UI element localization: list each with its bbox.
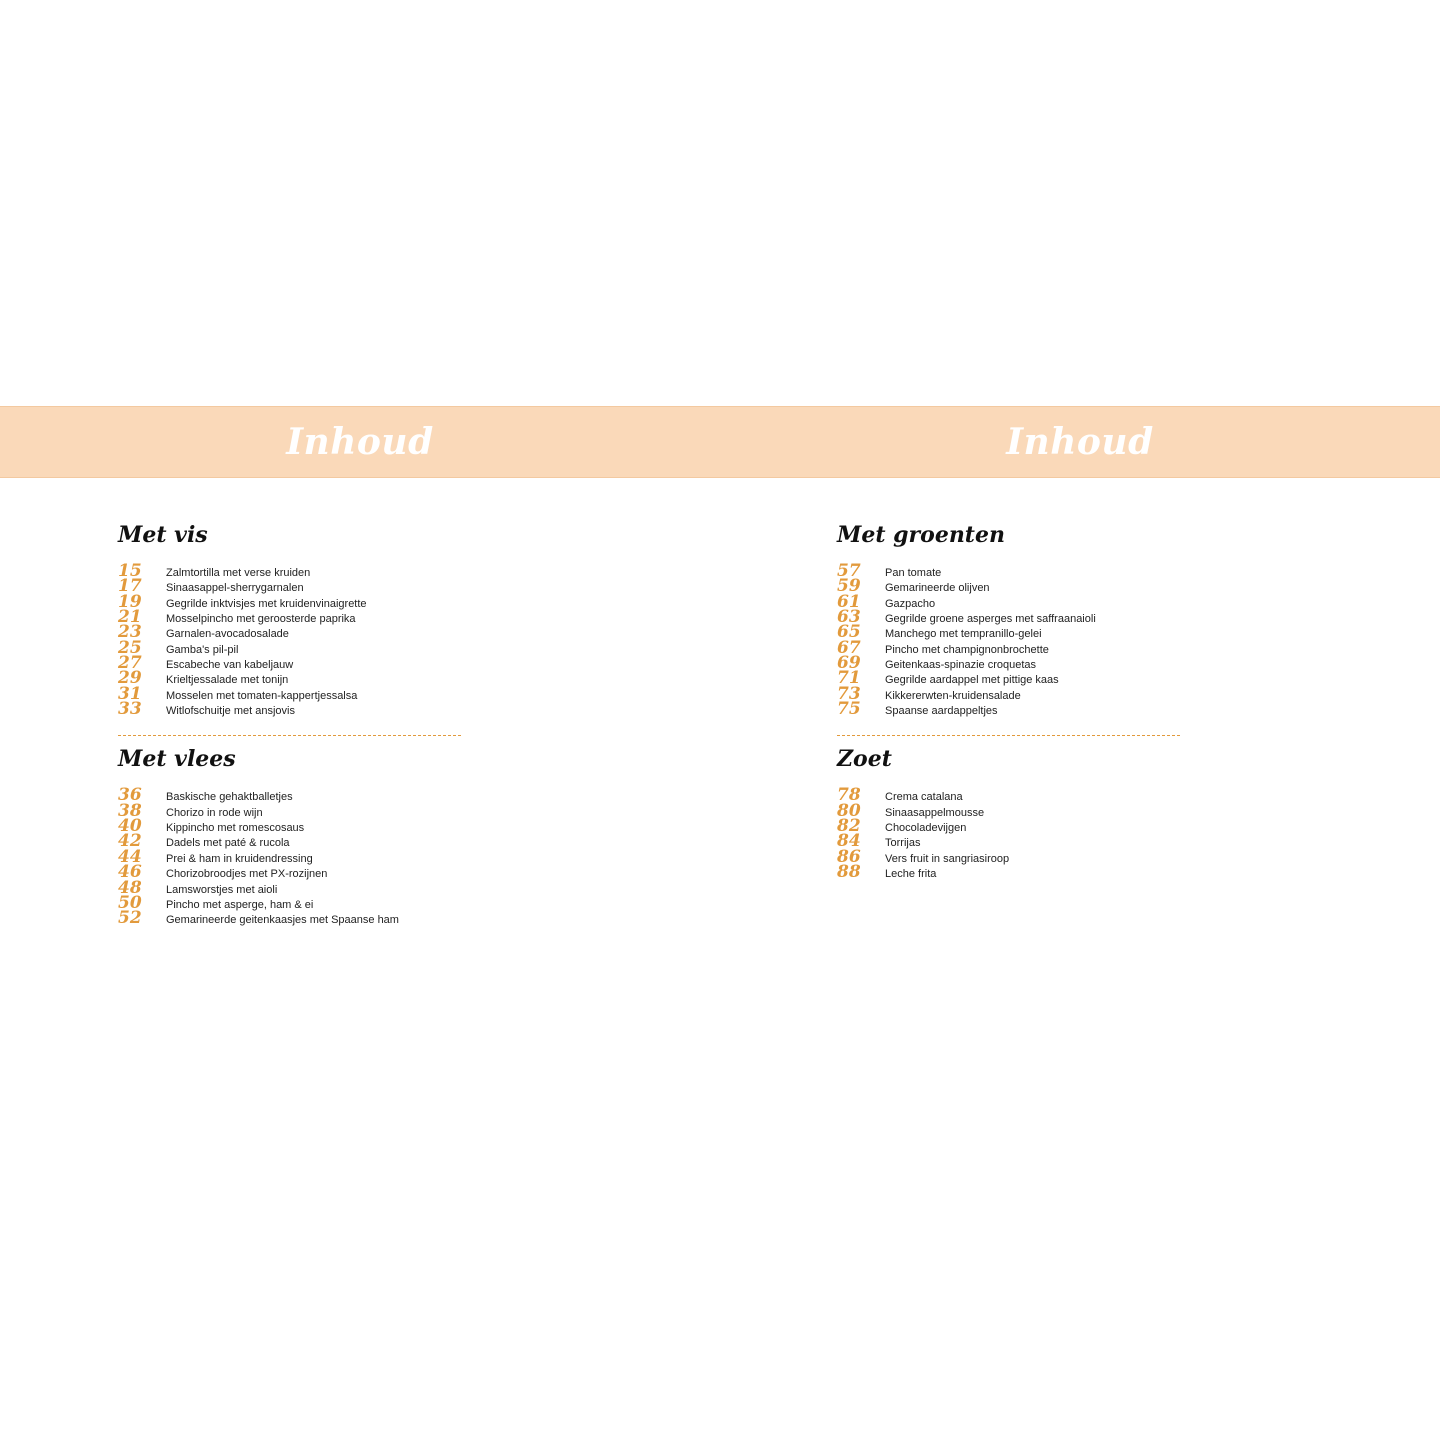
page-number: 59: [837, 576, 861, 597]
page-number: 86: [837, 846, 861, 867]
toc-entry[interactable]: [118, 591, 478, 612]
page-number: 61: [837, 591, 861, 612]
page-number: 36: [118, 785, 142, 806]
page-number: 31: [118, 683, 142, 704]
page-number: 67: [837, 637, 861, 658]
toc-entry[interactable]: [837, 785, 1197, 806]
recipe-title: Geitenkaas-spinazie croquetas: [885, 659, 1037, 672]
page-number: 52: [118, 908, 142, 929]
page-number: 25: [118, 637, 142, 658]
recipe-title: Pincho met asperge, ham & ei: [166, 898, 314, 911]
toc-entry[interactable]: [837, 561, 1197, 581]
recipe-title: Mosselpincho met geroosterde paprika: [166, 613, 356, 626]
toc-entry[interactable]: [118, 561, 478, 581]
recipe-title: Baskische gehaktballetjes: [166, 791, 293, 804]
recipe-title: Prei & ham in kruidendressing: [166, 852, 313, 865]
page-number: 40: [118, 816, 142, 837]
toc-entry[interactable]: [837, 846, 1197, 867]
recipe-title: Lamsworstjes met aioli: [166, 883, 278, 896]
recipe-title: Kikkererwten-kruidensalade: [885, 689, 1021, 702]
toc-entry[interactable]: [118, 668, 478, 689]
toc-entry[interactable]: [837, 591, 1197, 612]
recipe-title: Crema catalana: [885, 791, 963, 804]
toc-entry[interactable]: [118, 622, 478, 643]
recipe-title: Manchego met tempranillo-gelei: [885, 628, 1042, 641]
recipe-title: Vers fruit in sangriasiroop: [885, 852, 1010, 865]
page-number: 15: [118, 561, 142, 581]
section-heading-met-vlees: Met vlees: [118, 746, 236, 773]
recipe-title: Pincho met champignonbrochette: [885, 643, 1049, 656]
page-number: 23: [118, 622, 142, 643]
entry-list-met-vlees: [118, 785, 478, 929]
page-number: 48: [118, 877, 142, 898]
toc-entry[interactable]: [837, 862, 1197, 883]
recipe-title: Sinaasappel-sherrygarnalen: [166, 582, 304, 595]
recipe-title: Gazpacho: [885, 597, 936, 610]
right-page-contents: [837, 520, 1197, 883]
recipe-title: Chocoladevijgen: [885, 822, 967, 835]
toc-entry[interactable]: [118, 908, 478, 929]
page-number: 73: [837, 683, 861, 704]
toc-entry[interactable]: [837, 816, 1197, 837]
page-number: 57: [837, 561, 861, 581]
page-number: 78: [837, 785, 861, 806]
section-divider: [837, 735, 1180, 736]
toc-entry[interactable]: [837, 831, 1197, 852]
recipe-title: Chorizo in rode wijn: [166, 806, 263, 819]
toc-entry[interactable]: [118, 877, 478, 898]
recipe-title: Gegrilde aardappel met pittige kaas: [885, 674, 1059, 687]
toc-entry[interactable]: [837, 668, 1197, 689]
page-number: 27: [118, 653, 142, 674]
page-number: 69: [837, 653, 861, 674]
page-number: 65: [837, 622, 861, 643]
toc-entry[interactable]: [118, 699, 478, 720]
page-number: 42: [118, 831, 142, 852]
recipe-title: Spaanse aardappeltjes: [885, 705, 998, 718]
recipe-title: Witlofschuitje met ansjovis: [166, 705, 295, 718]
section-heading-met-groenten: Met groenten: [837, 522, 1005, 548]
page-number: 46: [118, 862, 142, 883]
page-number: 75: [837, 699, 861, 720]
toc-entry[interactable]: [118, 683, 478, 704]
left-page-contents: [118, 520, 478, 929]
toc-entry[interactable]: [118, 637, 478, 658]
toc-entry[interactable]: [118, 653, 478, 674]
toc-entry[interactable]: [837, 607, 1197, 628]
page-number: 29: [118, 668, 142, 689]
recipe-title: Leche frita: [885, 868, 937, 881]
recipe-title: Gegrilde inktvisjes met kruidenvinaigrette: [166, 597, 367, 610]
page-number: 84: [837, 831, 861, 852]
recipe-title: Gamba's pil-pil: [166, 643, 239, 656]
toc-entry[interactable]: [118, 816, 478, 837]
recipe-title: Kippincho met romescosaus: [166, 822, 305, 835]
header-banner: [0, 406, 1440, 478]
toc-entry[interactable]: [118, 892, 478, 913]
page-number: 21: [118, 607, 142, 628]
page-number: 17: [118, 576, 142, 597]
page-number: 82: [837, 816, 861, 837]
entry-list-met-groenten: [837, 561, 1197, 720]
page-number: 80: [837, 800, 861, 821]
section-divider: [118, 735, 461, 736]
page-number: 33: [118, 699, 142, 720]
section-heading-zoet: Zoet: [837, 746, 892, 773]
toc-entry[interactable]: [118, 576, 478, 597]
recipe-title: Pan tomate: [885, 567, 942, 579]
toc-entry[interactable]: [118, 846, 478, 867]
toc-entry[interactable]: [118, 831, 478, 852]
toc-entry[interactable]: [837, 699, 1197, 720]
recipe-title: Garnalen-avocadosalade: [166, 628, 289, 641]
recipe-title: Gegrilde groene asperges met saffraanaioli: [885, 613, 1096, 626]
page-number: 44: [118, 846, 142, 867]
recipe-title: Dadels met paté & rucola: [166, 837, 290, 850]
recipe-title: Zalmtortilla met verse kruiden: [166, 567, 311, 579]
toc-entry[interactable]: [837, 800, 1197, 821]
toc-entry[interactable]: [837, 683, 1197, 704]
toc-entry[interactable]: [118, 800, 478, 821]
toc-entry[interactable]: [118, 785, 478, 806]
page-number: 63: [837, 607, 861, 628]
recipe-title: Mosselen met tomaten-kappertjessalsa: [166, 689, 358, 702]
recipe-title: Sinaasappelmousse: [885, 806, 985, 819]
toc-entry[interactable]: [118, 607, 478, 628]
recipe-title: Gemarineerde geitenkaasjes met Spaanse ham: [166, 914, 399, 927]
recipe-title: Chorizobroodjes met PX-rozijnen: [166, 868, 328, 881]
recipe-title: Gemarineerde olijven: [885, 582, 990, 595]
toc-entry[interactable]: [837, 637, 1197, 658]
page-number: 38: [118, 800, 142, 821]
toc-entry[interactable]: [837, 576, 1197, 597]
left-page-title: Inhoud: [286, 421, 434, 463]
page-number: 88: [837, 862, 861, 883]
recipe-title: Krieltjessalade met tonijn: [166, 674, 289, 687]
toc-entry[interactable]: [118, 862, 478, 883]
toc-entry[interactable]: [837, 653, 1197, 674]
section-heading-met-vis: Met vis: [118, 522, 208, 548]
page-number: 19: [118, 591, 142, 612]
right-page-title: Inhoud: [1006, 421, 1154, 463]
page-number: 71: [837, 668, 861, 689]
recipe-title: Torrijas: [885, 837, 921, 850]
toc-entry[interactable]: [837, 622, 1197, 643]
recipe-title: Escabeche van kabeljauw: [166, 659, 294, 672]
page-number: 50: [118, 892, 142, 913]
entry-list-met-vis: [118, 561, 478, 720]
entry-list-zoet: [837, 785, 1197, 883]
